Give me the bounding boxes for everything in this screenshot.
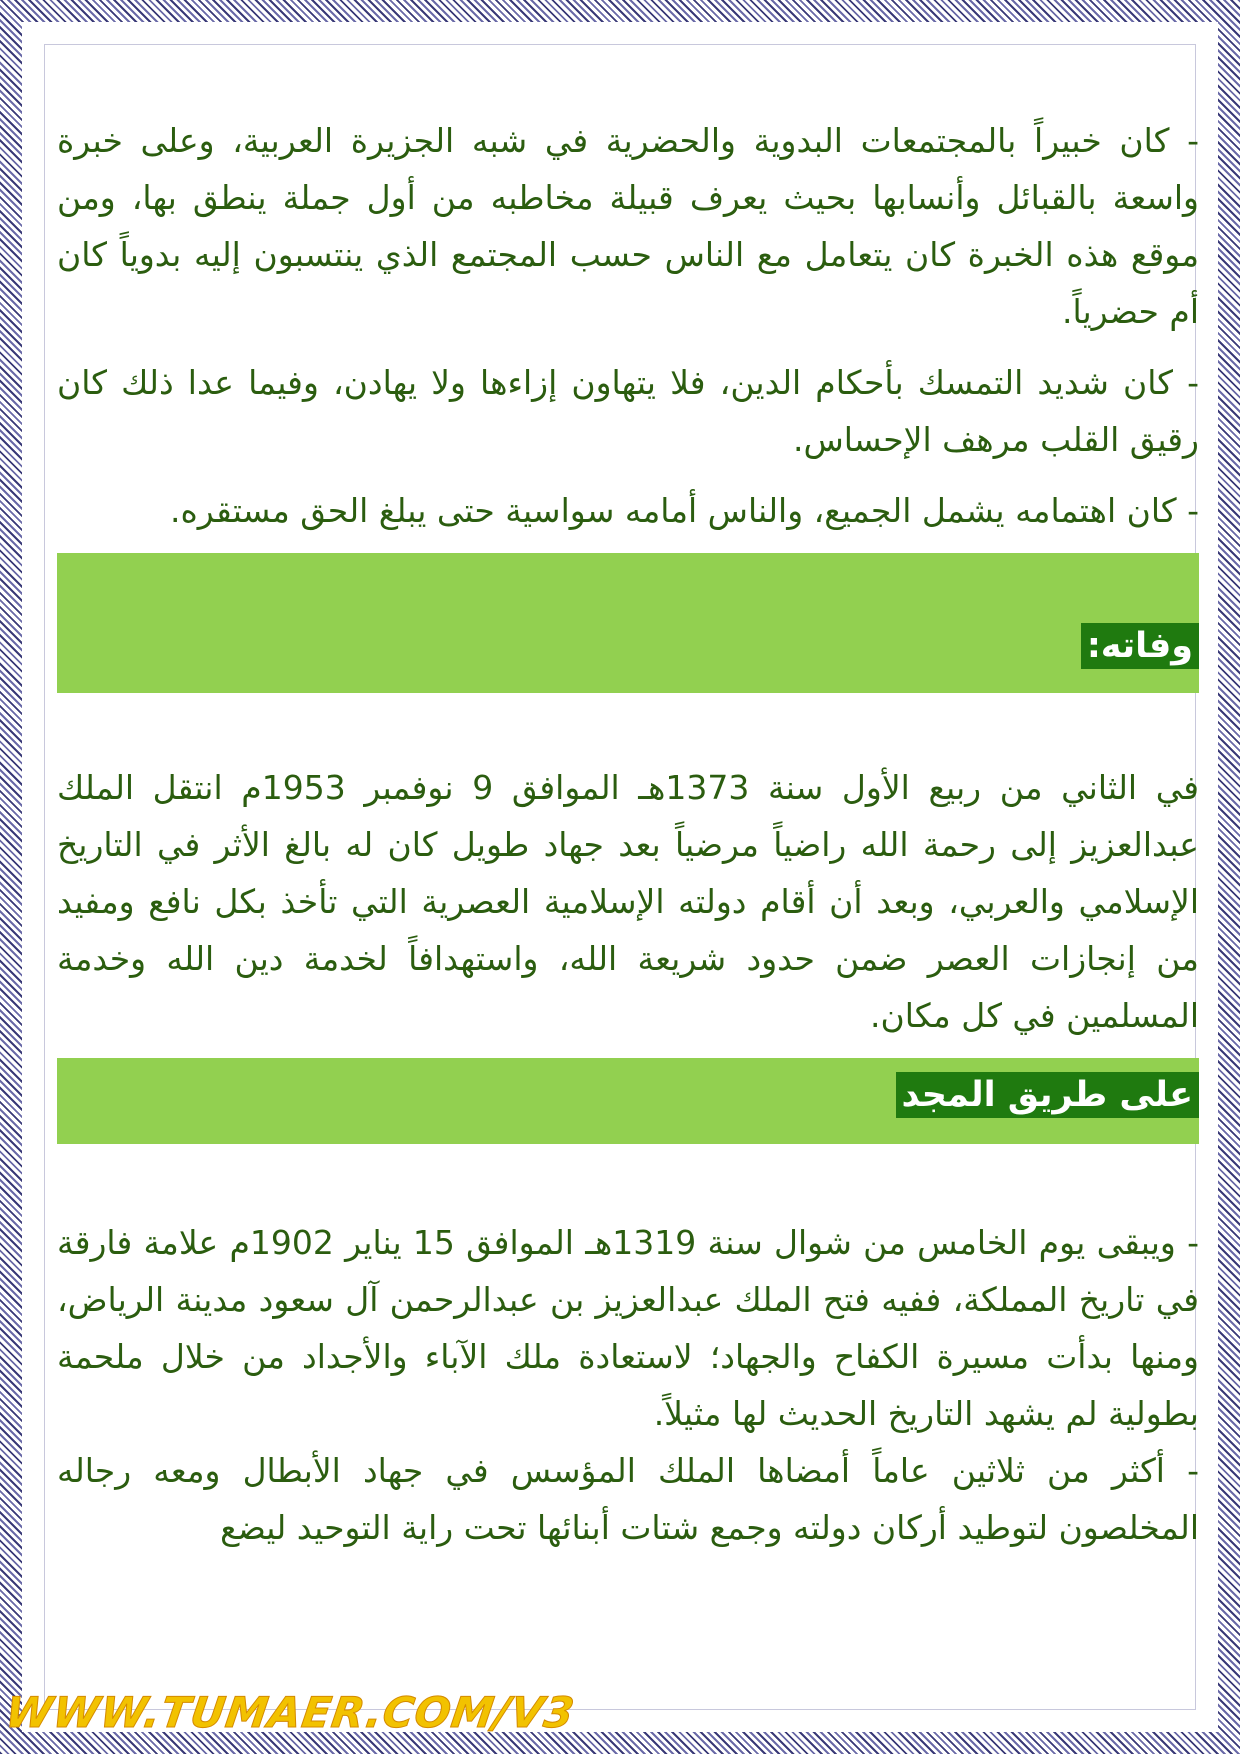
page-content: [57, 112, 1199, 1556]
spacer: [57, 1144, 1199, 1214]
section-heading-glory: على طريق المجد: [896, 1072, 1199, 1118]
paragraph-riyadh: - ويبقى يوم الخامس من شوال سنة 1319هـ الموافق 15 يناير 1902م علامة فارقة في تاريخ المملكة، ففيه فتح الملك عبدالعزيز بن عبدالرحمن آل سعود مدينة الرياض، ومنها بدأت مسيرة الكفاح والجهاد؛ لاستعادة ملك الآباء والأجداد من خلال ملحمة بطولية لم يشهد التاريخ الحديث لها مثيلاً.: [57, 1223, 1199, 1433]
section-band-glory: [57, 1058, 1199, 1144]
paragraph-death: في الثاني من ربيع الأول سنة 1373هـ الموافق 9 نوفمبر 1953م انتقل الملك عبدالعزيز إلى رحمة الله راضياً مرضياً بعد جهاد طويل كان له بالغ الأثر في التاريخ الإسلامي والعربي، وبعد أن أقام دولته الإسلامية العصرية التي تأخذ بكل نافع ومفيد من إنجازات العصر ضمن حدود شريعة الله، واستهدافاً لخدمة دين الله وخدمة المسلمين في كل مكان.: [57, 768, 1199, 1035]
spacer: [57, 468, 1199, 482]
paragraph-thirty-years: - أكثر من ثلاثين عاماً أمضاها الملك المؤسس في جهاد الأبطال ومعه رجاله المخلصون لتوطيد أركان دولته وجمع شتات أبنائها تحت راية التوحيد ليضع: [57, 1451, 1199, 1547]
section-heading-death: وفاته:: [1081, 623, 1199, 669]
spacer: [57, 693, 1199, 759]
spacer: [57, 340, 1199, 354]
section-band-death: [57, 553, 1199, 693]
site-watermark: WWW.TUMAER.COM/V3: [2, 1688, 578, 1737]
paragraph-equality: - كان اهتمامه يشمل الجميع، والناس أمامه سواسية حتى يبلغ الحق مستقره.: [170, 491, 1199, 530]
paragraph-religion: - كان شديد التمسك بأحكام الدين، فلا يتهاون إزاءها ولا يهادن، وفيما عدا ذلك كان رقيق القلب مرهف الإحساس.: [57, 363, 1199, 459]
paragraph-expertise: - كان خبيراً بالمجتمعات البدوية والحضرية في شبه الجزيرة العربية، وعلى خبرة واسعة بالقبائل وأنسابها بحيث يعرف قبيلة مخاطبه من أول جملة ينطق بها، ومن موقع هذه الخبرة كان يتعامل مع الناس حسب المجتمع الذي ينتسبون إليه بدوياً كان أم حضرياً.: [57, 121, 1199, 331]
